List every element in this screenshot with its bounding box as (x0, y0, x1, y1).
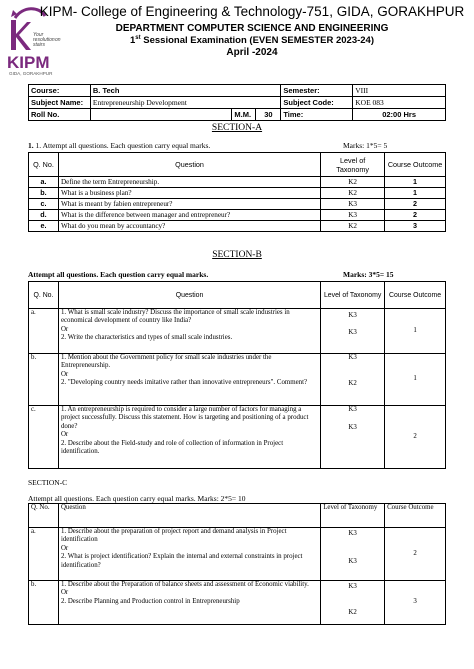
question-number: b. (29, 581, 59, 625)
header-qno: Q. No. (29, 153, 59, 177)
svg-text:Your: Your (33, 32, 44, 38)
header-level: Level of Taxonomy (321, 153, 385, 177)
svg-text:resolution: resolution (33, 37, 55, 43)
course-label: Course: (29, 85, 91, 97)
course-outcome: 3 (385, 581, 446, 625)
subject-code-value: KOE 083 (353, 97, 446, 109)
college-name: KIPM- College of Engineering & Technology-751, GIDA, GORAKHPUR (39, 4, 465, 19)
subject-code-label: Subject Code: (281, 97, 353, 109)
info-row-roll (29, 109, 446, 121)
max-marks-label: M.M. (232, 109, 256, 121)
svg-text:KIPM: KIPM (7, 53, 50, 72)
exam-date: April -2024 (226, 47, 278, 58)
question-number: c. (29, 406, 59, 469)
course-outcome: 2 (385, 199, 446, 210)
section-b-title: SECTION-B (212, 250, 262, 260)
taxonomy-level: K3 (321, 199, 385, 210)
table-row (29, 177, 446, 188)
question-text: What do you mean by accountancy? (58, 221, 320, 232)
course-outcome: 1 (385, 177, 446, 188)
svg-text:stairs: stairs (33, 42, 45, 48)
taxonomy-level: K3 K3 (321, 528, 385, 581)
time-value: 02:00 Hrs (353, 109, 446, 121)
table-row (29, 581, 446, 625)
table-row (29, 210, 446, 221)
section-c-header-row (29, 504, 446, 528)
table-row (29, 528, 446, 581)
header-outcome: Course Outcome (385, 153, 446, 177)
header-qno: Q. No. (29, 282, 59, 309)
taxonomy-level: K3 (321, 210, 385, 221)
table-row (29, 406, 446, 469)
table-row (29, 309, 446, 354)
subject-name-label: Subject Name: (29, 97, 91, 109)
question-number: c. (29, 199, 59, 210)
course-outcome: 2 (385, 406, 446, 469)
question-text: What is the difference between manager and entrepreneur? (58, 210, 320, 221)
header-level: Level of Taxonomy (321, 504, 385, 528)
question-number: a. (29, 309, 59, 354)
header-qno: Q. No. (29, 504, 59, 528)
question-text: 1. Describe about the preparation of project report and demand analysis in Project identification Or 2. What is project identification? Explain the internal and external constraints in project identification? (58, 528, 320, 581)
table-row (29, 221, 446, 232)
question-number: b. (29, 354, 59, 406)
question-text: 1. Mention about the Government policy for small scale industries under the Entrepreneurship. Or 2. "Developing country needs imitative rather than innovative entrepreneurs". Comment? (58, 354, 320, 406)
table-row (29, 199, 446, 210)
taxonomy-level: K2 (321, 188, 385, 199)
section-a-marks: Marks: 1*5= 5 (343, 141, 388, 150)
subject-name-value: Entrepreneurship Development (90, 97, 280, 109)
section-b-marks: Marks: 3*5= 15 (343, 270, 394, 279)
question-number: e. (29, 221, 59, 232)
section-a-title: SECTION-A (211, 123, 263, 133)
table-row (29, 354, 446, 406)
question-number: b. (29, 188, 59, 199)
question-text: 1. What is small scale industry? Discuss the importance of small scale industries in economical development of country like India? Or 2. Write the characteristics and types of small scale industries. (58, 309, 320, 354)
roll-value (90, 109, 232, 121)
taxonomy-level: K2 (321, 221, 385, 232)
course-outcome: 1 (385, 309, 446, 354)
question-number: d. (29, 210, 59, 221)
section-c-table (28, 503, 446, 625)
course-outcome: 1 (385, 354, 446, 406)
header-question: Question (58, 153, 320, 177)
question-text: What is a business plan? (58, 188, 320, 199)
exam-info-table (28, 84, 446, 121)
time-label: Time: (281, 109, 353, 121)
semester-value: VIII (353, 85, 446, 97)
info-row-course (29, 85, 446, 97)
section-b-header-row (29, 282, 446, 309)
semester-label: Semester: (281, 85, 353, 97)
course-value: B. Tech (90, 85, 280, 97)
course-outcome: 1 (385, 188, 446, 199)
exam-title: 1st Sessional Examination (EVEN SEMESTER 2023-24) (130, 35, 374, 47)
taxonomy-level: K2 (321, 177, 385, 188)
question-text: 1. Describe about the Preparation of balance sheets and assessment of Economic viability. Or 2. Describe Planning and Production control in Entrepreneurship (58, 581, 320, 625)
max-marks-value: 30 (256, 109, 281, 121)
table-row (29, 188, 446, 199)
section-c-title: SECTION-C (28, 478, 68, 487)
header-question: Question (58, 282, 320, 309)
info-row-subject (29, 97, 446, 109)
header-outcome: Course Outcome (385, 282, 446, 309)
taxonomy-level: K3 K3 (321, 309, 385, 354)
course-outcome: 2 (385, 210, 446, 221)
question-number: a. (29, 528, 59, 581)
header-outcome: Course Outcome (385, 504, 446, 528)
section-a-header-row (29, 153, 446, 177)
section-b-instruction: Attempt all questions. Each question carry equal marks. (28, 270, 209, 279)
svg-text:on: on (55, 37, 61, 43)
course-outcome: 3 (385, 221, 446, 232)
question-text: What is meant by fabien entrepreneur? (58, 199, 320, 210)
roll-label: Roll No. (29, 109, 91, 121)
section-b-table (28, 281, 446, 469)
question-text: Define the term Entrepreneurship. (58, 177, 320, 188)
taxonomy-level: K3 K2 (321, 354, 385, 406)
taxonomy-level: K3 K2 (321, 581, 385, 625)
section-a-instruction: 1. 1. Attempt all questions. Each question carry equal marks. (28, 141, 211, 150)
section-c-instruction: Attempt all questions. Each question carry equal marks. Marks: 2*5= 10 (28, 494, 246, 503)
department-name: DEPARTMENT COMPUTER SCIENCE AND ENGINEERING (115, 23, 389, 34)
course-outcome: 2 (385, 528, 446, 581)
question-number: a. (29, 177, 59, 188)
header-question: Question (58, 504, 320, 528)
svg-text:GIDA, GORAKHPUR: GIDA, GORAKHPUR (9, 71, 53, 76)
header-level: Level of Taxonomy (321, 282, 385, 309)
section-a-table (28, 152, 446, 232)
taxonomy-level: K3 K3 (321, 406, 385, 469)
question-text: 1. An entrepreneurship is required to consider a large number of factors for managing a project successfully. Discuss this statement. How is targeting and positioning of a product done? Or 2. Describe about the Field-study and role of collection of information in Project identification. (58, 406, 320, 469)
